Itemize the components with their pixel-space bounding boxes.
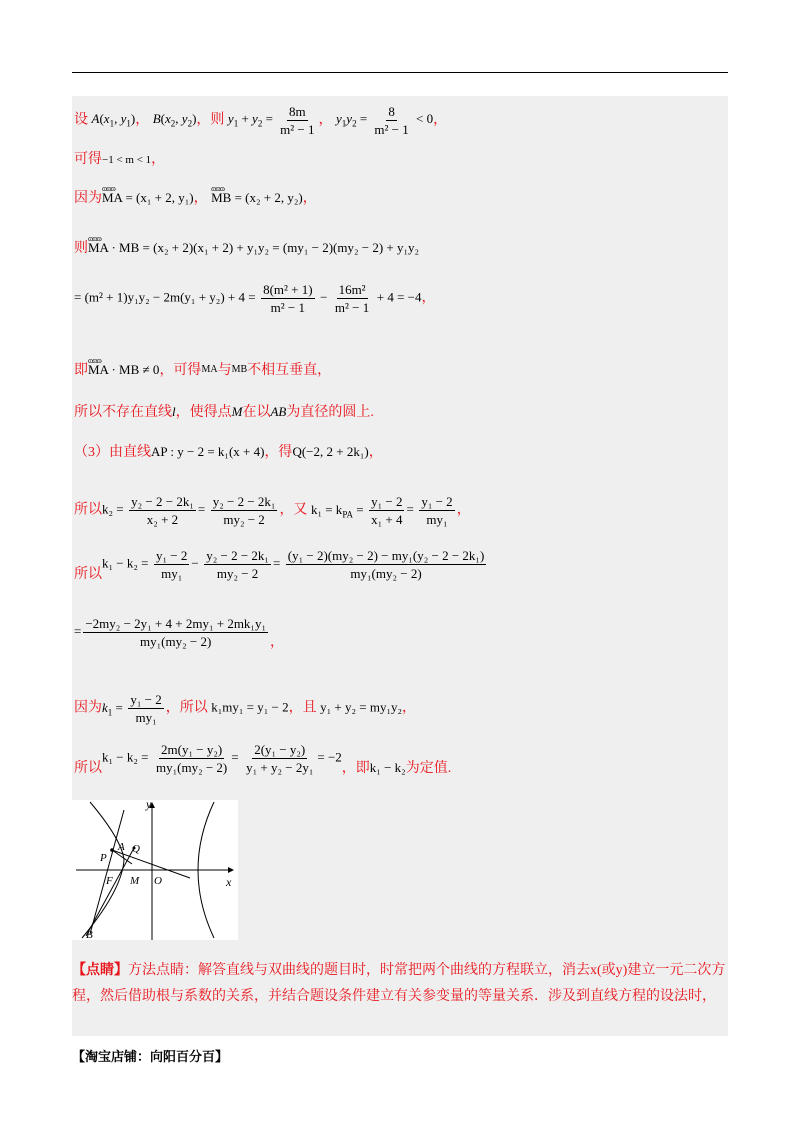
text: ，得 [264, 445, 293, 460]
text: 即 [74, 363, 88, 378]
text: 所以 [74, 760, 102, 776]
formula-k1-relation: k₁my₁ = y₁ − 2 [211, 699, 289, 715]
solution-line-10: 所以k₁ − k₂ = $\frac{\text{y₁ − 2}}{\text{my₁}}$ − $\frac{\text{y₂ − 2 − 2k₁}}{\text{my₂ − 2}}$ = $\frac{\text{(y₁ − 2)(my₂ − 2) − my₁(y₂ − 2 − 2k₁)}}{\text{my₁(my₂ − 2)}}$ [74, 548, 485, 582]
formula-result: + 4 = −4 [376, 289, 422, 305]
text: ，即 [341, 760, 370, 776]
text: ，且 [288, 700, 317, 716]
text: 为定值. [405, 760, 452, 776]
text: ， [318, 112, 333, 128]
solution-line-5: = (m² + 1)y₁y₂ − 2m(y₁ + y₂) + 4 = $\frac{\text{8(m² + 1)}}{\text{m² − 1}}$ − $\frac{\text{16m²}}{\text{m² − 1}}$ + 4 = −4， [74, 282, 436, 315]
label-P: P [100, 852, 107, 864]
solution-line-13: 所以k₁ − k₂ = $\frac{\text{2m(y₁ − y₂)}}{\text{my₁(my₂ − 2)}}$ = $\frac{\text{2(y₁ − y₂)}}{\text{y₁ + y₂ − 2y₁}}$ = −2，即k₁ − k₂为定值. [74, 742, 452, 776]
text: 所以 [74, 502, 102, 518]
formula-k1: k₁ = k [310, 501, 343, 517]
text: 在以 [242, 405, 271, 420]
tip-heading: 【点睛】 [72, 963, 128, 978]
text: ，所以 [165, 700, 208, 716]
text: ， [433, 112, 448, 128]
solution-line-9: 所以k₂ = $\frac{\text{y₂ − 2 − 2k₁}}{\text{x₂ + 2}}$ = $\frac{\text{y₂ − 2 − 2k₁}}{\text{my₂ − 2}}$ ，又 $k_1 = k_{PA}$ = $\frac{\text{y₁ − 2}}{\text{x₁ + 4}}$ = $\frac{\text{y₁ − 2}}{\text{my₁}}$ ， [74, 494, 471, 527]
text: ， [193, 191, 208, 206]
formula-sum-product: y₁ + y₂ = my₁y₂ [320, 699, 403, 715]
label-M: M [130, 875, 140, 887]
formula-k2: k₂ = [102, 501, 124, 517]
text: ，则 [196, 112, 225, 128]
hyperbola-figure [72, 800, 238, 940]
text: （3）由直线 [74, 445, 151, 460]
formula-point-Q: Q(−2, 2 + 2k₁) [292, 444, 369, 459]
formula-A: $A(x_1$, $y_1$) [91, 111, 136, 130]
tip-paragraph [72, 958, 728, 1010]
formula-line-AP: AP : y − 2 = k₁(x + 4) [151, 444, 265, 459]
footer-shop: 【淘宝店铺：向阳百分百】 [72, 1049, 229, 1064]
text: ，可得 [159, 363, 202, 378]
label-O: O [154, 875, 162, 887]
solution-line-2 [74, 150, 165, 170]
text: 为直径的圆上. [286, 405, 374, 420]
text: ， [421, 290, 436, 306]
text: ， [135, 112, 150, 128]
text: ， [302, 191, 317, 206]
text: 则 [74, 241, 88, 256]
tip-body: 方法点睛：解答直线与双曲线的题目时，时常把两个曲线的方程联立，消去x(或y)建立一元二次方程，然后借助根与系数的关系，并结合题设条件建立有关参变量的等量关系．涉及到直线方程的设法时， [72, 963, 726, 1004]
text: ，又 [279, 502, 308, 518]
formula-MA: MA [201, 364, 218, 375]
formula-vector-MA: ɷɷɷ MA = (x₁ + 2, y₁) [102, 188, 194, 208]
label-F: F [106, 875, 113, 887]
text: 因为 [74, 700, 102, 716]
solution-line-6 [74, 360, 331, 381]
formula-constant: = −2 [317, 749, 342, 765]
label-Q: Q [132, 843, 140, 855]
fraction: $\frac{\text{16m²}}{\text{m² − 1}}$ [334, 282, 370, 315]
text: 不相互垂直， [247, 363, 332, 378]
text: 所以 [74, 566, 102, 582]
solution-line-7: 所以不存在直线l，使得点M在以AB为直径的圆上. [74, 404, 374, 420]
solution-line-4 [74, 238, 419, 259]
solution-line-8 [74, 442, 383, 463]
text: ， [270, 634, 284, 650]
formula-difference: k₁ − k₂ = [102, 555, 149, 571]
formula-product: $y_1y_2$ = $\frac{8}{\text{m² − 1}}$ < 0 [336, 104, 434, 137]
header-rule [72, 72, 728, 73]
formula-dot-product: ɷɷɷ MA · MB = (x₂ + 2)(x₁ + 2) + y₁y₂ = (my₁ − 2)(my₂ − 2) + y₁y₂ [88, 238, 419, 258]
text: ， [368, 445, 383, 460]
formula-MB: MB [231, 364, 248, 375]
label-A: A [118, 841, 125, 853]
text: ， [456, 502, 471, 518]
text: 因为 [74, 191, 102, 206]
formula-B: $B(x_2$, $y_2$) [152, 111, 197, 130]
label-y: y [146, 800, 152, 811]
solution-line-12: 因为$k_1$ = $\frac{\text{y₁ − 2}}{\text{my₁}}$ ，所以 k₁my₁ = y₁ − 2，且 y₁ + y₂ = my₁y₂， [74, 692, 417, 725]
text: 与 [217, 363, 232, 378]
formula-sum: $y_1 + y_2$ = $\frac{8m}{\text{m² − 1}}$ [227, 104, 315, 137]
text: ， [151, 152, 166, 167]
formula-not-zero: ɷɷɷ MA · MB ≠ 0 [88, 360, 159, 380]
text: 设 [74, 112, 88, 128]
text: ， [402, 700, 417, 716]
solution-line-3 [74, 188, 317, 209]
formula-vector-MB: ɷɷɷ MB = (x₂ + 2, y₂) [211, 188, 303, 208]
formula-expand: = (m² + 1)y₁y₂ − 2m(y₁ + y₂) + 4 = [74, 289, 256, 305]
formula-final: k₁ − k₂ [369, 759, 406, 775]
solution-line-11: = $\frac{\text{−2my₂ − 2y₁ + 4 + 2my₁ + 2mk₁y₁}}{\text{my₁(my₂ − 2)}}$ ， [74, 616, 284, 650]
text: ，使得点 [175, 405, 232, 420]
text: 所以不存在直线 [74, 405, 172, 420]
formula-range: −1 < m < 1 [102, 154, 152, 166]
label-B: B [86, 929, 93, 940]
label-x: x [226, 875, 232, 889]
solution-line-1 [74, 104, 447, 137]
fraction: $\frac{\text{8(m² + 1)}}{\text{m² − 1}}$ [263, 282, 313, 315]
point-P [110, 848, 114, 852]
text: 可得 [74, 152, 102, 167]
